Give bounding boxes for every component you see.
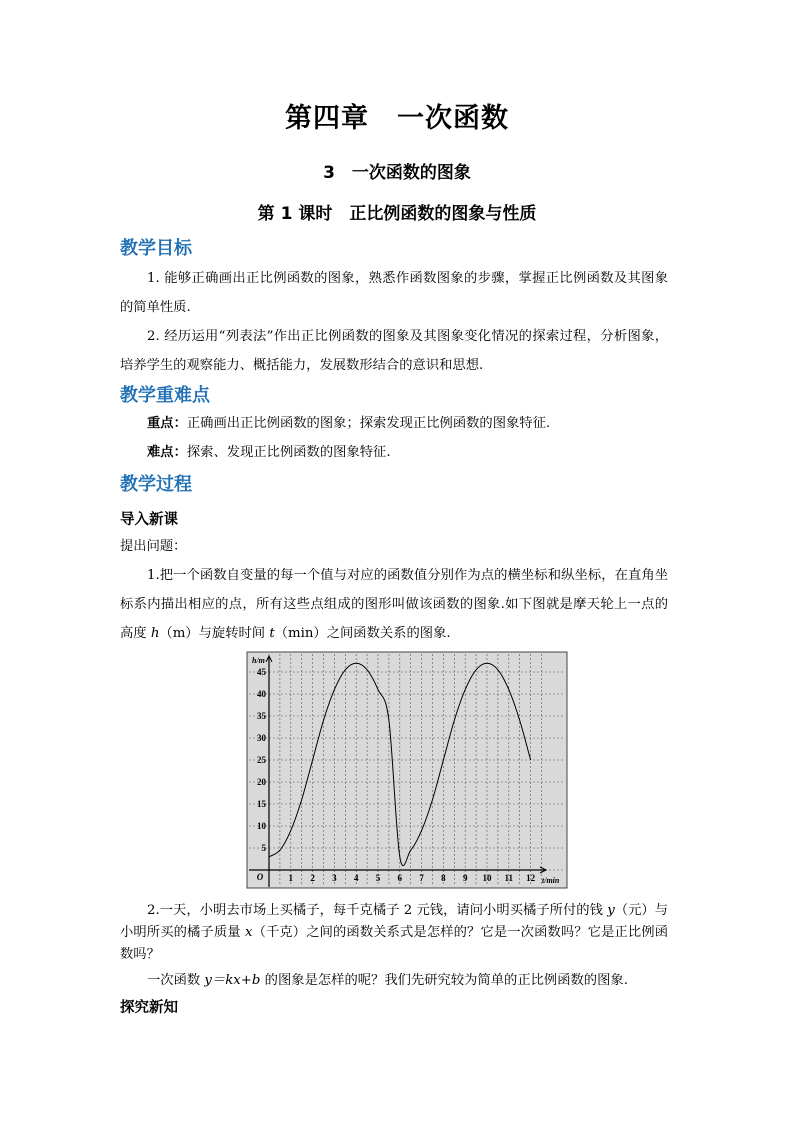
key-points-heading: 教学重难点 (120, 385, 210, 406)
goals-heading: 教学目标 (120, 238, 192, 259)
y-tick-label: 10 (257, 821, 266, 831)
x-tick-label: 3 (332, 873, 337, 883)
x-tick-label: 8 (441, 873, 446, 883)
question-2 (120, 900, 668, 966)
difficult-point-label: 难点： (147, 445, 187, 460)
difficult-point-text: 探索、发现正比例函数的图象特征. (186, 445, 391, 460)
goal-1: 1. 能够正确画出正比例函数的图象，熟悉作函数图象的步骤，掌握正比例函数及其图象的简单性质. (120, 271, 668, 315)
difficult-point (120, 438, 668, 467)
y-tick-label: 40 (257, 689, 266, 699)
origin-label: O (256, 872, 264, 882)
x-tick-label: 7 (419, 873, 424, 883)
q2-var-y: y (607, 903, 615, 918)
q2-text-a: 2.一天，小明去市场上买橘子，每千克橘子 2 元钱，请问小明买橘子所付的钱 (147, 903, 608, 918)
y-tick-label: 30 (257, 733, 266, 743)
question-label: 提出问题： (120, 539, 187, 554)
y-tick-label: 20 (257, 777, 266, 787)
q1-text-a: 1.把一个函数自变量的每一个值与对应的函数值分别作为点的横坐标和纵坐标，在直角坐标系内描出相应的点，所有这些点组成的图形叫做该函数的图象.如下图就是摩天轮上一点的高度 (120, 568, 668, 641)
q1-var-h: h (150, 626, 160, 641)
p3-formula: y＝kx+b (204, 973, 261, 988)
process-heading: 教学过程 (120, 474, 192, 495)
x-tick-label: 2 (310, 873, 315, 883)
section-title: 3 一次函数的图象 (323, 163, 471, 183)
x-axis-label: t/min (542, 876, 560, 885)
y-tick-label: 15 (257, 799, 266, 809)
goals-body (120, 264, 668, 380)
x-tick-label: 10 (482, 873, 492, 883)
key-point-label: 重点： (147, 416, 187, 431)
y-tick-label: 25 (257, 755, 266, 765)
key-points-body (120, 409, 668, 467)
p3-text-b: 的图象是怎样的呢？我们先研究较为简单的正比例函数的图象. (260, 973, 628, 988)
y-axis-label: h/m (252, 656, 265, 665)
q1-text-b: （m）与旋转时间 (159, 626, 270, 641)
x-tick-label: 6 (397, 873, 403, 883)
y-tick-label: 35 (257, 711, 266, 721)
question-1 (120, 561, 668, 648)
key-point (120, 409, 668, 438)
q1-text-c: （min）之间函数关系的图象. (274, 626, 451, 641)
q2-text-b: （元）与小明所买的橘子质量 (120, 903, 669, 940)
q2-var-x: x (244, 925, 253, 940)
y-tick-label: 45 (257, 667, 266, 677)
chapter-title: 第四章 一次函数 (285, 103, 509, 134)
x-tick-label: 1 (288, 873, 294, 883)
x-tick-label: 12 (526, 873, 536, 883)
q1-var-t: t (269, 626, 275, 641)
goal-2: 2. 经历运用“列表法”作出正比例函数的图象及其图象变化情况的探索过程，分析图象，培养学生的观察能力、概括能力，发展数形结合的意识和思想. (120, 329, 668, 373)
q2-text-c: （千克）之间的函数关系式是怎样的？它是一次函数吗？它是正比例函数吗？ (120, 925, 669, 962)
paragraph-3 (120, 966, 668, 995)
x-tick-label: 4 (353, 873, 359, 883)
chart-background (247, 652, 567, 888)
x-tick-label: 9 (462, 873, 468, 883)
chart-grid (247, 651, 567, 888)
lesson-title: 第 1 课时 正比例函数的图象与性质 (257, 204, 537, 224)
paragraph-3-text (120, 966, 668, 995)
key-point-text: 正确画出正比例函数的图象；探索发现正比例函数的图象特征. (186, 416, 551, 431)
question-2-block (120, 900, 668, 966)
x-tick-label: 11 (504, 873, 514, 883)
x-tick-label: 5 (375, 873, 381, 883)
process-body (120, 532, 668, 648)
ferris-wheel-chart (246, 651, 570, 891)
explore-heading: 探究新知 (120, 1000, 178, 1016)
intro-heading: 导入新课 (120, 512, 178, 528)
p3-text-a: 一次函数 (147, 973, 205, 988)
y-tick-label: 5 (261, 843, 266, 853)
